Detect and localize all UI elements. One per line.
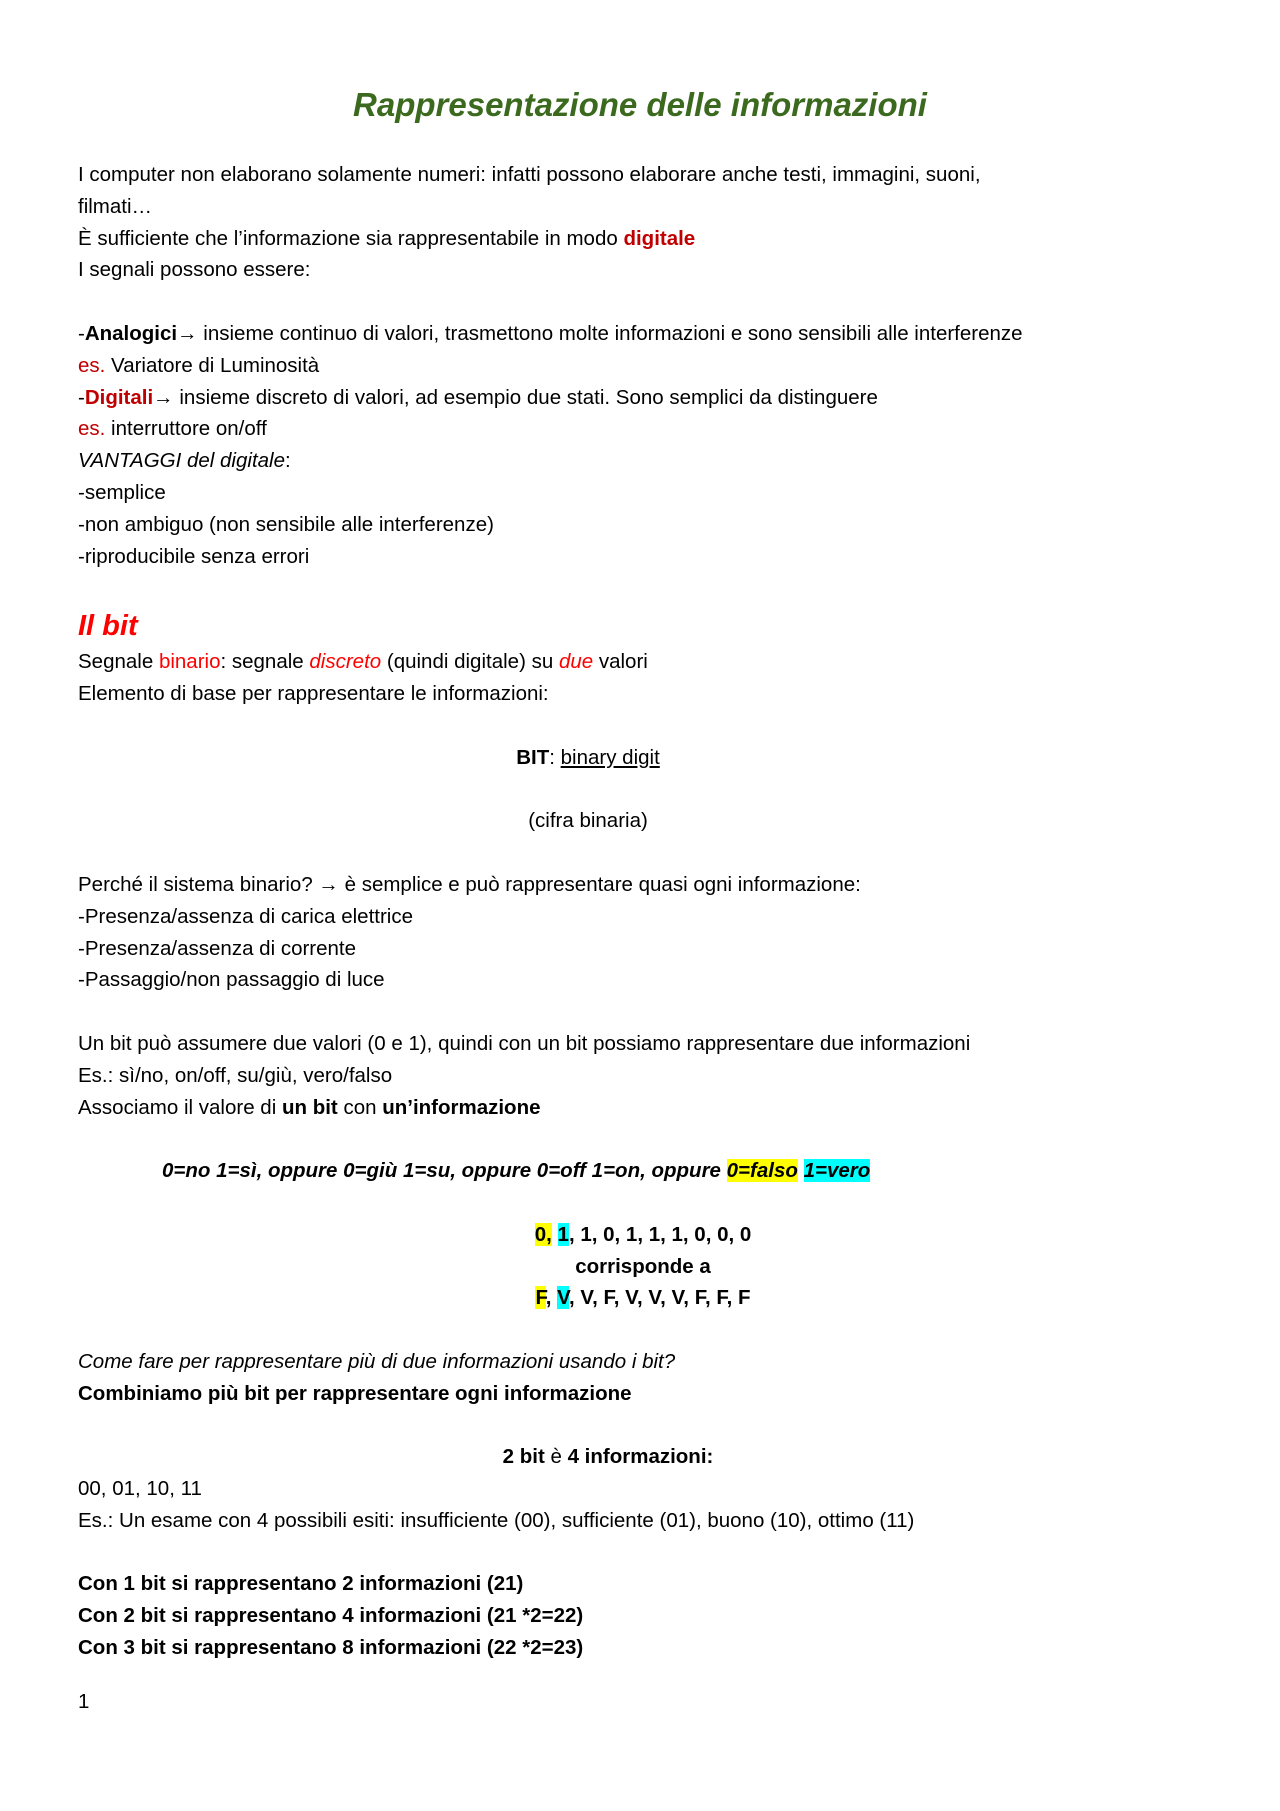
dash: - <box>78 385 85 409</box>
text: , V, F, V, V, V, F, F, F <box>568 1286 751 1310</box>
blank-line <box>78 837 1208 869</box>
text: Segnale <box>78 650 159 674</box>
blank-line <box>78 1537 1208 1569</box>
text: : segnale <box>220 650 310 674</box>
text-bold: un’informazione <box>382 1095 541 1119</box>
sep: : <box>549 745 561 769</box>
section-heading: Il bit <box>78 610 138 643</box>
bit-definition <box>78 742 1208 774</box>
highlight-f: F <box>535 1286 546 1310</box>
assoc-line <box>78 1092 1208 1124</box>
bit-sequence <box>78 1219 1208 1251</box>
text-line: Es.: sì/no, on/off, su/giù, vero/falso <box>78 1063 393 1087</box>
fv-sequence <box>78 1282 1208 1314</box>
analog-line <box>78 318 1208 350</box>
example-text: Variatore di Luminosità <box>105 353 320 377</box>
blank-line <box>78 286 1208 318</box>
text: , 1, 0, 1, 1, 1, 0, 0, 0 <box>568 1222 752 1246</box>
text-line: Un bit può assumere due valori (0 e 1), quindi con un bit possiamo rappresentare due informazioni <box>78 1031 971 1055</box>
text-line: 00, 01, 10, 11 <box>78 1477 202 1501</box>
text: (quindi digitale) su <box>381 650 559 674</box>
list-item: -Presenza/assenza di carica elettrice <box>78 904 413 928</box>
text-line: Perché il sistema binario? → è semplice e può rappresentare quasi ogni informazione: <box>78 872 861 896</box>
advantage-item: -semplice <box>78 480 166 504</box>
colon: : <box>285 449 291 473</box>
document-body <box>78 159 1208 1664</box>
es-label: es. <box>78 353 106 377</box>
keyword-due: due <box>558 650 594 674</box>
blank-line <box>78 996 1208 1028</box>
rule-line: Con 3 bit si rappresentano 8 informazioni (22 *2=23) <box>78 1636 584 1660</box>
text: 0=no 1=sì, oppure 0=giù 1=su, oppure 0=off 1=on, oppure <box>162 1159 727 1183</box>
text: valori <box>593 650 648 674</box>
text: 2 bit <box>502 1445 551 1469</box>
keyword-digitale: digitale <box>623 226 696 250</box>
list-item: -Passaggio/non passaggio di luce <box>78 968 385 992</box>
rule-line: Con 2 bit si rappresentano 4 informazioni (21 *2=22) <box>78 1604 584 1628</box>
dash: - <box>78 321 85 345</box>
advantages-label: VANTAGGI del digitale <box>78 449 285 473</box>
binary-definition <box>78 646 1208 678</box>
digital-text: → insieme discreto di valori, ad esempio due stati. Sono semplici da distinguere <box>153 385 878 409</box>
two-bit-line <box>78 1441 1208 1473</box>
highlight-one: 1 <box>557 1222 569 1246</box>
answer-line: Combiniamo più bit per rappresentare ogni informazione <box>78 1381 632 1405</box>
blank-line <box>78 1123 1208 1155</box>
advantage-item: -riproducibile senza errori <box>78 544 310 568</box>
bit-def: binary digit <box>560 745 660 769</box>
text-bold: un bit <box>281 1095 338 1119</box>
text-line: Elemento di base per rappresentare le informazioni: <box>78 682 549 706</box>
keyword-discreto: discreto <box>309 650 382 674</box>
digital-line <box>78 382 1208 414</box>
bit-translation: (cifra binaria) <box>528 809 648 833</box>
example-text: interruttore on/off <box>105 417 267 441</box>
highlight-v: V <box>557 1286 569 1310</box>
analog-example <box>78 350 1208 382</box>
highlight-zero: 0, <box>534 1222 552 1246</box>
es-label: es. <box>78 417 106 441</box>
keyword-binario: binario <box>158 650 221 674</box>
advantages-title <box>78 445 1208 477</box>
blank-line <box>78 1409 1208 1441</box>
highlight-false: 0=falso <box>726 1159 798 1183</box>
page-title: Rappresentazione delle informazioni <box>353 86 927 123</box>
intro-line <box>78 223 1208 255</box>
text: 4 informazioni: <box>561 1445 714 1469</box>
bit-label: BIT <box>516 745 550 769</box>
mapping-line <box>78 1155 1208 1187</box>
text: È sufficiente che l’informazione sia rappresentabile in modo <box>78 226 624 250</box>
blank-line <box>78 774 1208 806</box>
blank-line <box>78 710 1208 742</box>
text-line: Es.: Un esame con 4 possibili esiti: insufficiente (00), sufficiente (01), buono (10), ottimo (11) <box>78 1508 915 1532</box>
list-item: -Presenza/assenza di corrente <box>78 936 357 960</box>
advantage-item: -non ambiguo (non sensibile alle interferenze) <box>78 512 494 536</box>
blank-line <box>78 1314 1208 1346</box>
corresponds-line: corrisponde a <box>575 1254 711 1278</box>
intro-line: filmati… <box>78 194 153 218</box>
intro-line: I segnali possono essere: <box>78 258 311 282</box>
highlight-true: 1=vero <box>803 1159 871 1183</box>
question-line: Come fare per rappresentare più di due informazioni usando i bit? <box>78 1349 676 1373</box>
rule-line: Con 1 bit si rappresentano 2 informazioni (21) <box>78 1572 524 1596</box>
analog-text: → insieme continuo di valori, trasmettono molte informazioni e sono sensibili alle interferenze <box>177 321 1023 345</box>
text: è <box>550 1445 562 1469</box>
intro-line: I computer non elaborano solamente numeri: infatti possono elaborare anche testi, immagini, suoni, <box>78 163 981 186</box>
blank-line <box>78 1187 1208 1219</box>
text: , <box>545 1286 558 1310</box>
text: con <box>337 1095 383 1119</box>
digital-example <box>78 413 1208 445</box>
section-heading-block <box>78 572 1208 646</box>
digital-label: Digitali <box>84 385 154 409</box>
text: Associamo il valore di <box>78 1095 282 1119</box>
analog-label: Analogici <box>84 321 178 345</box>
page-number: 1 <box>78 1690 90 1713</box>
